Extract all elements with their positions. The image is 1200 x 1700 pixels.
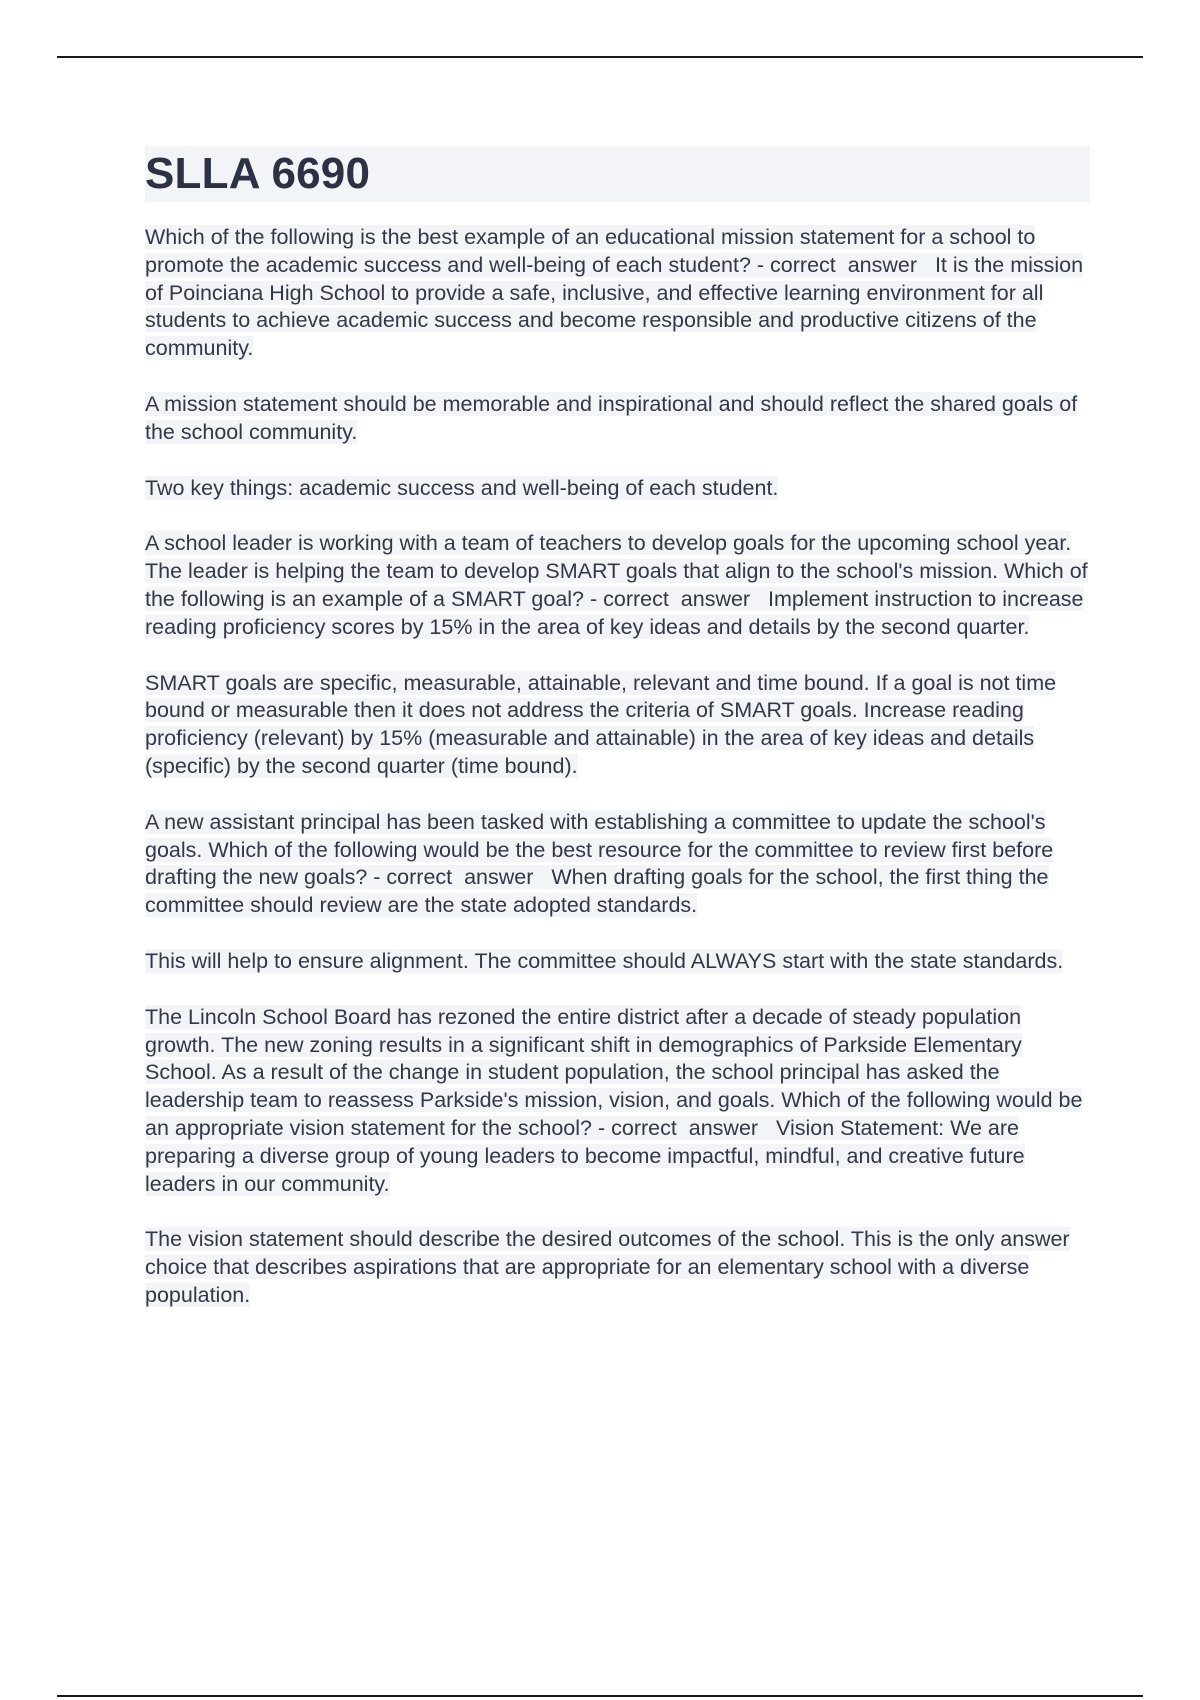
answer-separator: - correct answer: [592, 1115, 776, 1140]
answer-separator: - correct answer: [584, 586, 769, 611]
explanation-paragraph: [145, 391, 1090, 447]
answer-separator: - correct answer: [750, 252, 935, 277]
answer-separator: - correct answer: [367, 865, 552, 890]
explanation-paragraph: [145, 475, 1090, 503]
explanation-paragraph: [145, 948, 1090, 976]
qa-item-4: [145, 1004, 1090, 1199]
question-text: A school leader is working with a team of teachers to develop goals for the upcoming school year. The leader is helping the team to develop SMART goals that align to the school's mission. Which of the following is an example of a SMART goal?: [145, 531, 1088, 611]
question-text: The Lincoln School Board has rezoned the entire district after a decade of steady population growth. The new zoning results in a significant shift in demographics of Parkside Elementary School. As a result of the change in student population, the school principal has asked the leadership team to reassess Parkside's mission, vision, and goals. Which of the following would be an appropriate vision statement for the school?: [145, 1004, 1083, 1140]
answer-text: Vision Statement: We are preparing a diverse group of young leaders to become impactful, mindful, and creative future leaders in our community.: [145, 1115, 1025, 1196]
qa-item-1: [145, 224, 1090, 363]
answer-text: When drafting goals for the school, the first thing the committee should review are the state adopted standards.: [145, 865, 1049, 918]
answer-text: It is the mission of Poinciana High School to provide a safe, inclusive, and effective learning environment for all students to achieve academic success and become responsible and productive citizens of the community.: [145, 252, 1084, 361]
top-rule: [57, 56, 1143, 58]
explanation-text: The vision statement should describe the desired outcomes of the school. This is the only answer choice that describes aspirations that are appropriate for an elementary school with a diverse population.: [145, 1227, 1070, 1307]
explanation-paragraph: [145, 670, 1090, 781]
bottom-rule: [57, 1695, 1143, 1697]
explanation-text: SMART goals are specific, measurable, attainable, relevant and time bound. If a goal is not time bound or measurable then it does not address the criteria of SMART goals. Increase reading proficiency (relevant) by 15% (measurable and attainable) in the area of key ideas and details (specific) by the second quarter (time bound).: [145, 670, 1057, 778]
qa-item-3: [145, 809, 1090, 920]
explanation-text: A mission statement should be memorable and inspirational and should reflect the shared goals of the school community.: [145, 391, 1078, 444]
title-bar: [145, 146, 1090, 202]
explanation-paragraph: [145, 1226, 1090, 1309]
qa-item-2: [145, 530, 1090, 641]
document-body: [145, 146, 1090, 1338]
explanation-text: This will help to ensure alignment. The committee should ALWAYS start with the state standards.: [145, 948, 1064, 973]
question-text: Which of the following is the best example of an educational mission statement for a school to promote the academic success and well-being of each student?: [145, 225, 1036, 277]
document-title: SLLA 6690: [145, 149, 371, 198]
explanation-text: Two key things: academic success and well-being of each student.: [145, 475, 779, 500]
question-text: A new assistant principal has been tasked with establishing a committee to update the school's goals. Which of the following would be the best resource for the committee to review first before drafting the new goals?: [145, 809, 1054, 890]
answer-text: Implement instruction to increase reading proficiency scores by 15% in the area of key ideas and details by the second quarter.: [145, 586, 1084, 639]
